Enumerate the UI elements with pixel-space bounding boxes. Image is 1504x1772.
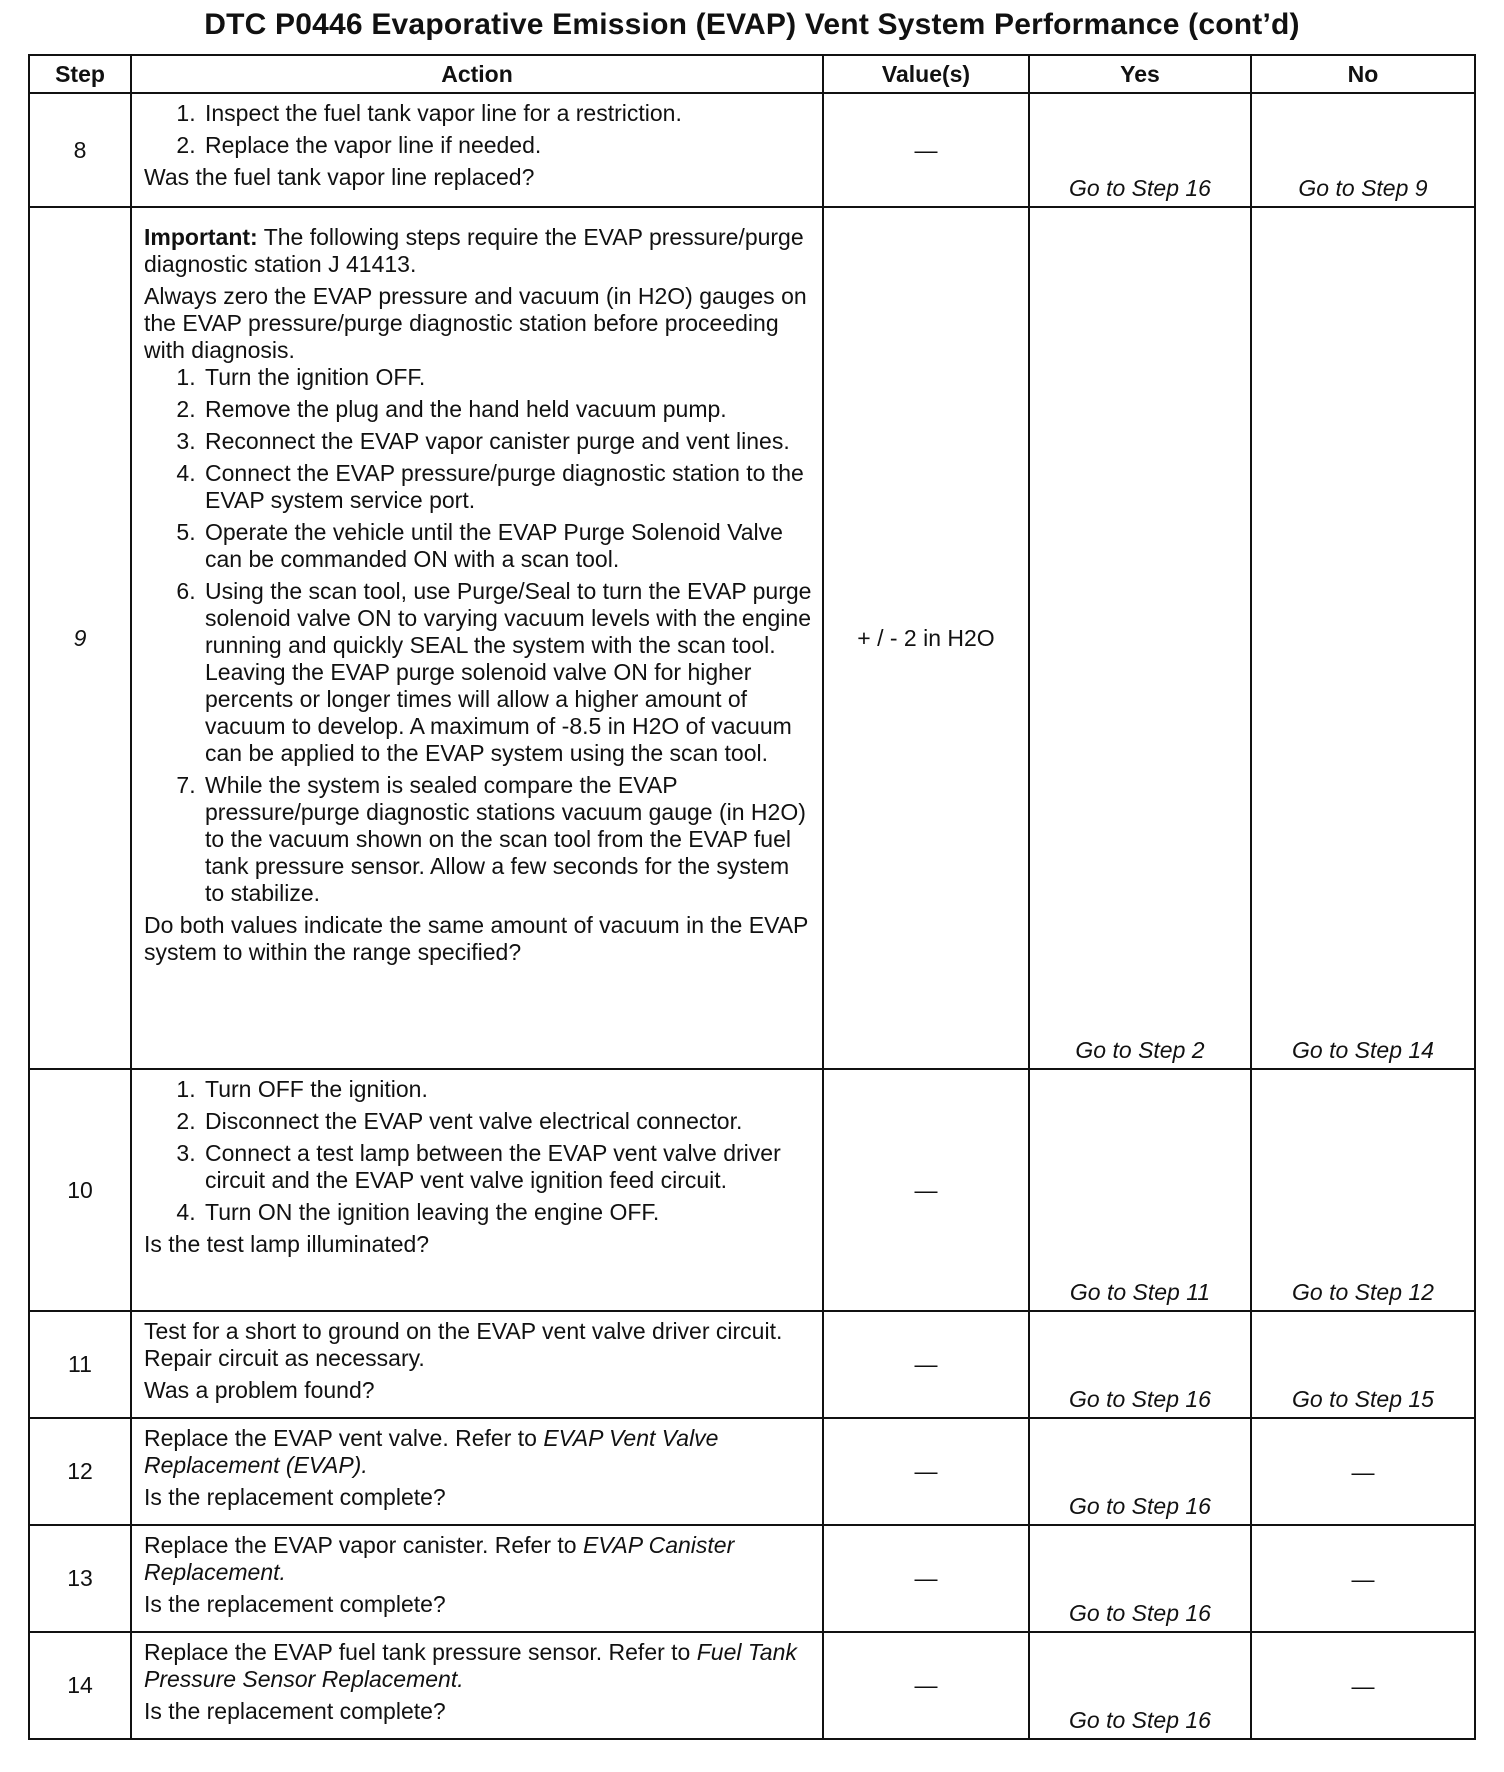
yes-cell: Go to Step 2: [1029, 207, 1251, 1069]
header-row: [29, 55, 1475, 93]
table-row: [29, 93, 1475, 207]
action-question: Is the replacement complete?: [144, 1591, 446, 1617]
action-step: 2. Disconnect the EVAP vent valve electrical connector.: [202, 1108, 812, 1135]
action-question: Is the test lamp illuminated?: [144, 1231, 430, 1257]
step-number: 8: [29, 93, 131, 207]
important-note: [144, 224, 812, 278]
action-step: 4. Connect the EVAP pressure/purge diagnostic station to the EVAP system service port.: [202, 460, 812, 514]
no-cell: —: [1251, 1525, 1475, 1632]
no-cell: Go to Step 15: [1251, 1311, 1475, 1418]
table-row: [29, 207, 1475, 1069]
table-row: [29, 1311, 1475, 1418]
action-text: [144, 1639, 812, 1693]
action-question: Was a problem found?: [144, 1377, 375, 1403]
value-cell: —: [823, 1069, 1029, 1311]
page-title: DTC P0446 Evaporative Emission (EVAP) Vent System Performance (cont’d): [204, 8, 1300, 41]
important-text: The following steps require the EVAP pressure/purge diagnostic station J 41413.: [144, 224, 804, 277]
no-cell: —: [1251, 1418, 1475, 1525]
table-row: [29, 1525, 1475, 1632]
step-number: 13: [29, 1525, 131, 1632]
value-cell: —: [823, 1418, 1029, 1525]
action-step: 3. Reconnect the EVAP vapor canister purge and vent lines.: [202, 428, 812, 455]
step-number: 9: [29, 207, 131, 1069]
action-text: [144, 1425, 812, 1479]
action-step: 3. Connect a test lamp between the EVAP vent valve driver circuit and the EVAP vent valve ignition feed circuit.: [202, 1140, 812, 1194]
column-header-values: Value(s): [823, 55, 1029, 93]
column-header-action: Action: [131, 55, 823, 93]
action-steps: [144, 1076, 812, 1226]
action-cell: [131, 93, 823, 207]
action-text-lead: Replace the EVAP vapor canister. Refer to: [144, 1532, 583, 1558]
procedure-reference: EVAP Vent Valve Replacement (EVAP).: [144, 1425, 719, 1478]
action-step: 2. Remove the plug and the hand held vacuum pump.: [202, 396, 812, 423]
step-number: 14: [29, 1632, 131, 1739]
table-row: [29, 1418, 1475, 1525]
yes-cell: Go to Step 16: [1029, 1525, 1251, 1632]
action-text: [144, 1532, 812, 1586]
yes-cell: Go to Step 16: [1029, 1418, 1251, 1525]
table-row: [29, 1632, 1475, 1739]
procedure-reference: Fuel Tank Pressure Sensor Replacement.: [144, 1639, 797, 1692]
action-step: 5. Operate the vehicle until the EVAP Purge Solenoid Valve can be commanded ON with a scan tool.: [202, 519, 812, 573]
action-cell: [131, 1069, 823, 1311]
value-cell: —: [823, 1525, 1029, 1632]
no-cell: Go to Step 14: [1251, 207, 1475, 1069]
step-number: 11: [29, 1311, 131, 1418]
step-number: 10: [29, 1069, 131, 1311]
action-cell: [131, 1632, 823, 1739]
zero-gauges-note: Always zero the EVAP pressure and vacuum (in H2O) gauges on the EVAP pressure/purge diagnostic station before proceeding with diagnosis.: [144, 283, 807, 363]
action-cell: [131, 1525, 823, 1632]
action-step: 1. Inspect the fuel tank vapor line for a restriction.: [202, 100, 812, 127]
action-question: Do both values indicate the same amount of vacuum in the EVAP system to within the range specified?: [144, 912, 808, 965]
action-question: Was the fuel tank vapor line replaced?: [144, 164, 535, 190]
action-step: 6. Using the scan tool, use Purge/Seal to turn the EVAP purge solenoid valve ON to varying vacuum levels with the engine running and quickly SEAL the system with the scan tool. Leaving the EVAP purge solenoid valve ON for higher percents or longer times will allow a higher amount of vacuum to develop. A maximum of -8.5 in H2O of vacuum can be applied to the EVAP system using the scan tool.: [202, 578, 812, 767]
action-cell: [131, 1311, 823, 1418]
column-header-step: Step: [29, 55, 131, 93]
action-steps: [144, 100, 812, 159]
action-question: Is the replacement complete?: [144, 1484, 446, 1510]
column-header-yes: Yes: [1029, 55, 1251, 93]
action-cell: [131, 207, 823, 1069]
value-cell: —: [823, 93, 1029, 207]
action-cell: [131, 1418, 823, 1525]
yes-cell: Go to Step 16: [1029, 93, 1251, 207]
procedure-reference: EVAP Canister Replacement.: [144, 1532, 735, 1585]
action-step: 1. Turn OFF the ignition.: [202, 1076, 812, 1103]
action-step: 1. Turn the ignition OFF.: [202, 364, 812, 391]
step-number: 12: [29, 1418, 131, 1525]
action-question: Is the replacement complete?: [144, 1698, 446, 1724]
action-text: Test for a short to ground on the EVAP vent valve driver circuit. Repair circuit as necessary.: [144, 1318, 783, 1371]
no-cell: Go to Step 9: [1251, 93, 1475, 207]
table-row: [29, 1069, 1475, 1311]
action-text-lead: Replace the EVAP vent valve. Refer to: [144, 1425, 544, 1451]
action-text-lead: Replace the EVAP fuel tank pressure sensor. Refer to: [144, 1639, 697, 1665]
action-step: 4. Turn ON the ignition leaving the engine OFF.: [202, 1199, 812, 1226]
no-cell: —: [1251, 1632, 1475, 1739]
action-step: 7. While the system is sealed compare the EVAP pressure/purge diagnostic stations vacuum gauge (in H2O) to the vacuum shown on the scan tool from the EVAP fuel tank pressure sensor. Allow a few seconds for the system to stabilize.: [202, 772, 812, 907]
column-header-no: No: [1251, 55, 1475, 93]
yes-cell: Go to Step 11: [1029, 1069, 1251, 1311]
important-label: Important:: [144, 224, 258, 250]
no-cell: Go to Step 12: [1251, 1069, 1475, 1311]
value-cell: + / - 2 in H2O: [823, 207, 1029, 1069]
action-step: 2. Replace the vapor line if needed.: [202, 132, 812, 159]
yes-cell: Go to Step 16: [1029, 1311, 1251, 1418]
yes-cell: Go to Step 16: [1029, 1632, 1251, 1739]
value-cell: —: [823, 1311, 1029, 1418]
diagnostic-table: [28, 54, 1476, 1740]
action-steps: [144, 364, 812, 907]
value-cell: —: [823, 1632, 1029, 1739]
